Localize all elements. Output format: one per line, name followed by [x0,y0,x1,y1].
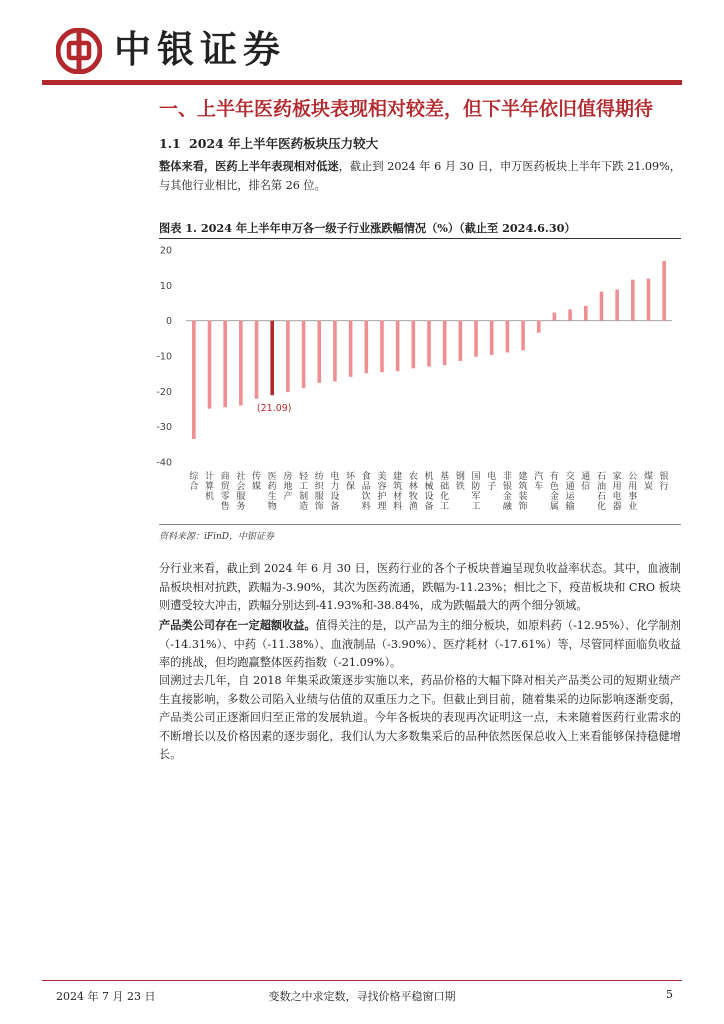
figure-bottom-rule [159,524,681,525]
x-tick-label: 计算机 [205,472,215,502]
bar-通信 [584,306,588,321]
bar-建筑装饰 [521,321,525,351]
footer-slogan: 变数之中求定数，寻找价格平稳窗口期 [268,990,456,1003]
bar-社会服务 [239,321,243,406]
y-tick-label: -30 [156,422,172,434]
bar-基础化工 [443,321,447,366]
x-tick-label: 农林牧渔 [408,472,418,512]
x-tick-label: 商贸零售 [220,472,230,512]
y-tick-label: 10 [159,280,172,292]
intro-text: ，截止到 2024 年 6 月 30 日，申万医药板块上半年下跌 21.09%，与其他行业相比，排名第 26 位。 [159,160,681,192]
bar-国防军工 [474,321,478,357]
x-tick-label: 建筑材料 [393,472,403,512]
bar-汽车 [537,321,541,333]
x-tick-label: 汽车 [534,472,544,492]
footer-rule [42,980,682,981]
bar-轻工制造 [302,321,306,388]
paragraph-product-companies [159,616,681,673]
subsection-number: 1.1 [159,136,181,151]
para2-text: 值得关注的是，以产品为主的细分板块，如原料药（-12.95%）、化学制剂（-14.31%）、中药（-11.38%）、血液制品（-3.90%）、医疗耗材（-17.61%）等，尽管同样面临负收益率的挑战，但均跑赢整体医药指数（-21.09%）。 [159,619,681,670]
x-tick-label: 电子 [487,472,497,492]
x-tick-label: 国防军工 [471,472,481,512]
bar-交通运输 [568,309,572,320]
section-title: 一、上半年医药板块表现相对较差，但下半年依旧值得期待 [159,98,654,120]
x-tick-label: 基础化工 [440,472,450,512]
bar-食品饮料 [364,321,368,374]
x-tick-label: 美容护理 [377,472,387,512]
x-tick-label: 轻工制造 [299,472,309,512]
x-tick-label: 电力设备 [330,472,340,512]
bar-综合 [192,321,196,439]
x-tick-label: 有色金属 [549,472,559,512]
bar-石油石化 [600,292,604,321]
bar-银行 [662,261,666,321]
bar-电力设备 [333,321,337,382]
paragraph-retrospective: 回溯过去几年，自 2018 年集采政策逐步实施以来，药品价格的大幅下降对相关产品类公司的短期业绩产生直接影响，多数公司陷入业绩与估值的双重压力之下。但截止到目前，随着集采的边际影响逐渐变弱，产品类公司正逐渐回归至正常的发展轨道。今年各板块的表现再次证明这一点，未来随着医药行业需求的不断增长以及价格因素的逐步弱化，我们认为大多数集采后的品种依然医保总收入上来看能够保持稳健增长。 [159,674,681,762]
bar-非银金融 [506,321,510,353]
y-tick-label: 20 [159,245,172,257]
intro-lead: 整体来看，医药上半年表现相对低迷 [159,159,339,173]
header-rule [42,80,682,85]
brand-name: 中银证券 [114,28,286,71]
x-tick-label: 房地产 [283,472,293,502]
x-tick-label: 石油石化 [596,472,606,512]
para2-lead: 产品类公司存在一定超额收益。 [159,618,316,632]
x-tick-label: 建筑装饰 [518,472,528,512]
highlight-data-label: (21.09) [256,403,292,415]
subsection-title: 2024 年上半年医药板块压力较大 [189,136,379,151]
page-number: 5 [666,988,673,1001]
bar-公用事业 [631,280,635,321]
x-tick-label: 纺织服饰 [314,472,324,512]
intro-paragraph [159,157,681,195]
x-tick-label: 煤炭 [643,472,653,492]
figure-top-rule [159,238,681,239]
bar-传媒 [255,321,259,399]
x-tick-label: 医药生物 [267,472,277,512]
bar-钢铁 [459,321,463,361]
bar-家用电器 [615,290,619,321]
x-tick-label: 银行 [659,472,669,492]
bar-医药生物 [270,321,274,396]
x-tick-label: 交通运输 [565,472,575,512]
bar-煤炭 [647,279,651,321]
bar-房地产 [286,321,290,392]
bank-of-china-logo [56,28,102,74]
x-tick-label: 公用事业 [628,472,638,512]
bar-纺织服饰 [317,321,321,383]
x-tick-label: 非银金融 [502,472,512,512]
bar-商贸零售 [223,321,227,408]
bar-建筑材料 [396,321,400,372]
y-tick-label: -40 [156,457,172,469]
x-tick-label: 环保 [346,472,356,492]
industry-returns-bar-chart [150,240,680,522]
x-tick-label: 社会服务 [236,472,246,512]
y-tick-label: -10 [156,351,172,363]
bar-电子 [490,321,494,355]
bar-农林牧渔 [412,321,416,369]
x-tick-label: 通信 [581,472,591,492]
x-tick-label: 家用电器 [612,472,622,512]
x-tick-label: 机械设备 [424,472,434,512]
bar-计算机 [208,321,212,409]
bar-美容护理 [380,321,384,373]
footer-date: 2024 年 7 月 23 日 [56,990,156,1003]
figure-title: 图表 1. 2024 年上半年申万各一级子行业涨跌幅情况（%）（截止至 2024.6.30） [159,221,576,235]
bar-有色金属 [553,313,557,321]
bar-环保 [349,321,353,377]
y-tick-label: 0 [165,316,172,328]
bar-机械设备 [427,321,431,367]
y-tick-label: -20 [156,386,172,398]
x-tick-label: 综合 [189,472,199,492]
figure-source: 资料来源：iFinD，中银证券 [159,532,275,542]
x-tick-label: 钢铁 [455,472,465,492]
paragraph-industry-breakdown: 分行业来看，截止到 2024 年 6 月 30 日，医药行业的各个子板块普遍呈现负收益率状态。其中，血液制品板块相对抗跌，跌幅为-3.90%，其次为医药流通，跌幅为-11.23%；相比之下，疫苗板块和 CRO 板块则遭受较大冲击，跌幅分别达到-41.93%和-38.84%，成为跌幅最大的两个细分领域。 [159,562,681,613]
x-tick-label: 传媒 [252,472,262,492]
x-tick-label: 食品饮料 [361,472,371,512]
